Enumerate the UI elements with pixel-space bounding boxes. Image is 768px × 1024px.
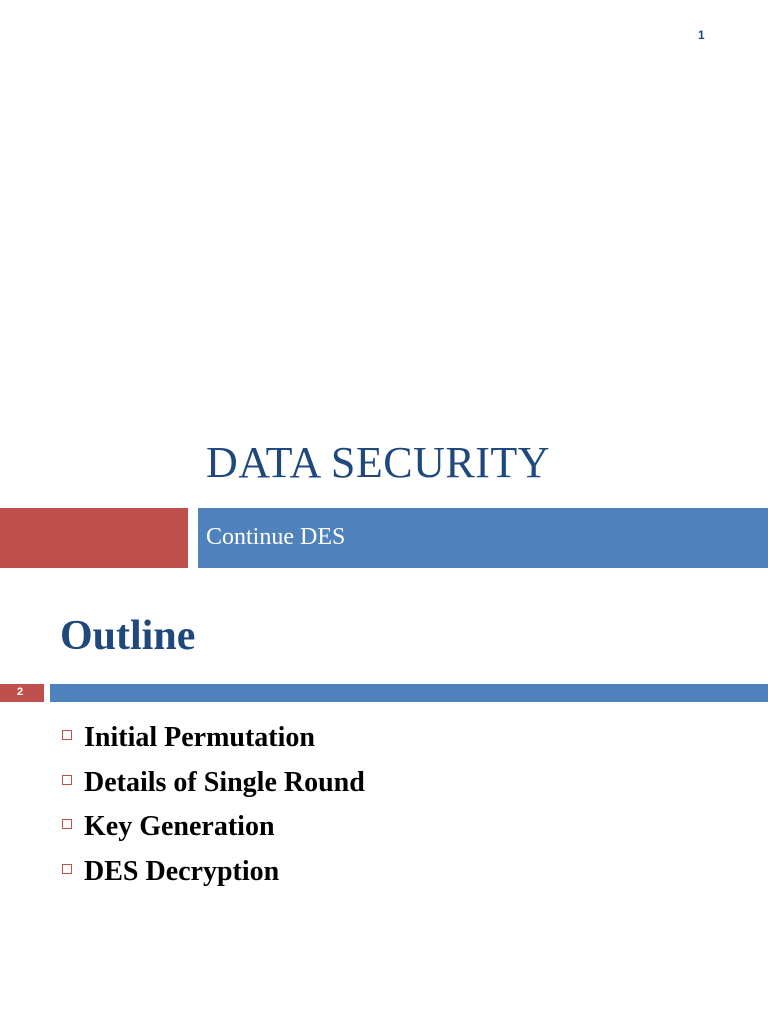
bullet-text: Initial Permutation bbox=[84, 722, 315, 754]
list-item bbox=[62, 850, 365, 895]
red-accent-bar bbox=[0, 508, 188, 568]
list-item bbox=[62, 716, 365, 761]
bullet-text: DES Decryption bbox=[84, 855, 280, 887]
list-item bbox=[62, 761, 365, 806]
bullet-text: Details of Single Round bbox=[84, 766, 365, 798]
slide-number: 2 bbox=[17, 686, 24, 698]
bullet-text: Key Generation bbox=[84, 811, 275, 843]
bullet-list bbox=[62, 716, 365, 894]
list-item bbox=[62, 805, 365, 850]
slide-title: Outline bbox=[60, 613, 196, 659]
slide-title: DATA SECURITY bbox=[206, 438, 550, 487]
square-bullet-icon bbox=[62, 730, 72, 740]
slide-subtitle: Continue DES bbox=[206, 524, 346, 550]
slide-number: 1 bbox=[698, 28, 705, 42]
square-bullet-icon bbox=[62, 864, 72, 874]
square-bullet-icon bbox=[62, 775, 72, 785]
blue-accent-bar bbox=[50, 684, 768, 702]
square-bullet-icon bbox=[62, 819, 72, 829]
